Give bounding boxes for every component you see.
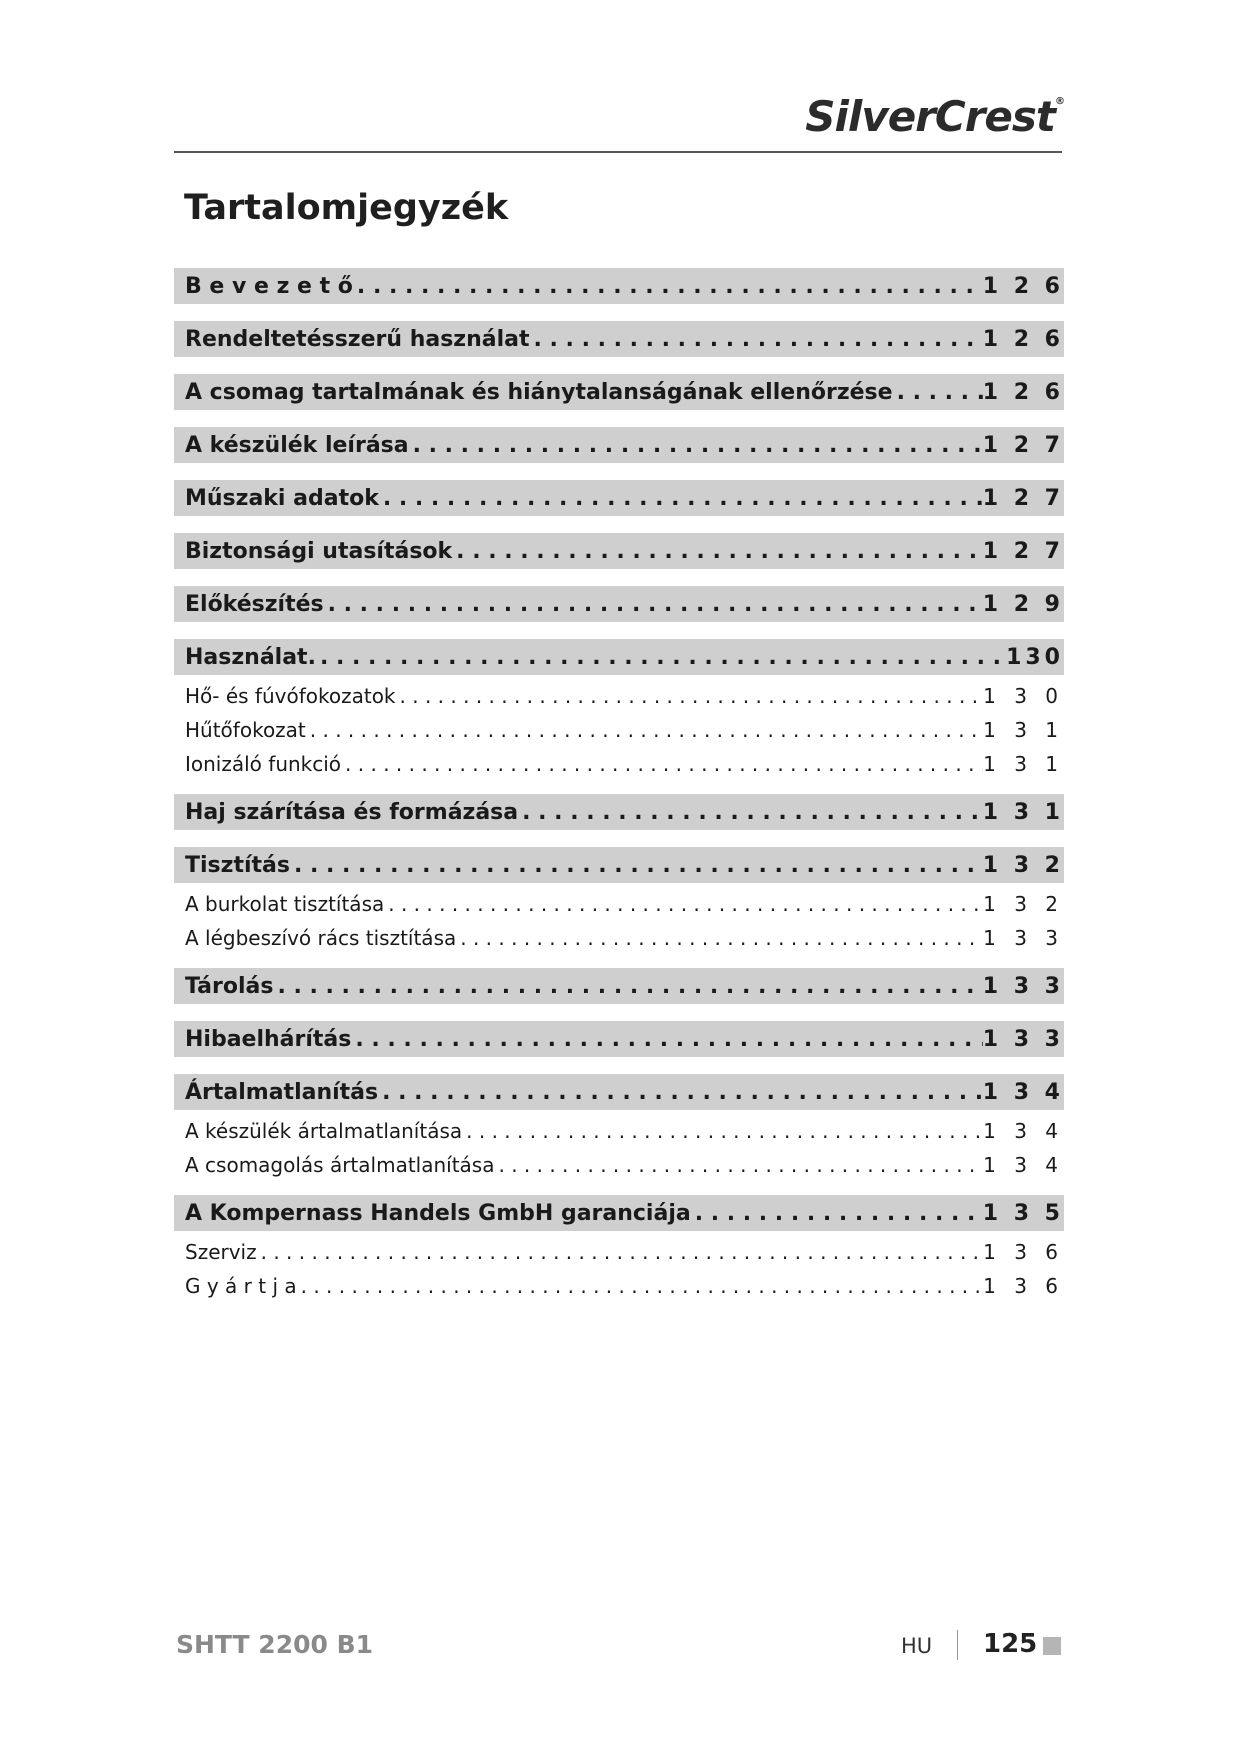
toc-section-label: Haj szárítása és formázása bbox=[185, 799, 519, 825]
toc-subsection[interactable] bbox=[174, 679, 1114, 713]
toc-entry-line bbox=[174, 926, 1064, 950]
toc-subsection-label: G y á r t j a bbox=[185, 1274, 297, 1298]
toc-section[interactable] bbox=[174, 639, 1114, 675]
leader-dots bbox=[893, 380, 983, 405]
toc-entry-line bbox=[174, 380, 1064, 405]
toc-section-label: Biztonsági utasítások bbox=[185, 538, 453, 564]
leader-dots bbox=[353, 274, 983, 299]
toc-entry-line bbox=[174, 1119, 1064, 1143]
leader-dots bbox=[518, 800, 983, 825]
toc-section-label: Műszaki adatok bbox=[185, 485, 379, 511]
leader-dots bbox=[530, 327, 983, 352]
toc-section[interactable] bbox=[174, 321, 1114, 357]
toc-entry-line bbox=[174, 1153, 1064, 1177]
toc-section-label: Ártalmatlanítás bbox=[185, 1079, 379, 1105]
toc-subsection[interactable] bbox=[174, 713, 1114, 747]
toc-section[interactable] bbox=[174, 533, 1114, 569]
brand-name: SilverCrest bbox=[805, 92, 1055, 141]
toc-entry-line bbox=[174, 974, 1064, 999]
toc-subsection-label: A készülék ártalmatlanítása bbox=[185, 1119, 463, 1143]
toc-entry-line bbox=[174, 892, 1064, 916]
toc-entry-line bbox=[174, 1201, 1064, 1226]
toc-section-page: 1 3 3 bbox=[982, 1026, 1064, 1052]
toc-section-page: 1 3 5 bbox=[982, 1200, 1064, 1226]
toc-entry-line bbox=[174, 539, 1064, 564]
leader-dots bbox=[341, 752, 983, 776]
toc-section[interactable] bbox=[174, 374, 1114, 410]
toc-section-page: 1 3 4 bbox=[982, 1079, 1064, 1105]
toc-subsection-page: 1 3 2 bbox=[983, 892, 1064, 916]
toc-subsection-page: 1 3 4 bbox=[983, 1119, 1064, 1143]
leader-dots bbox=[396, 684, 984, 708]
table-of-contents bbox=[174, 268, 1114, 1316]
footer-language: HU bbox=[901, 1634, 933, 1658]
toc-subsection[interactable] bbox=[174, 1235, 1114, 1269]
toc-section[interactable] bbox=[174, 480, 1114, 516]
toc-section-page: 1 3 1 bbox=[982, 799, 1064, 825]
toc-section-page: 130 bbox=[1006, 644, 1064, 670]
toc-section-page: 1 2 6 bbox=[982, 273, 1064, 299]
toc-subsection[interactable] bbox=[174, 1269, 1114, 1303]
toc-subsection-page: 1 3 3 bbox=[983, 926, 1064, 950]
leader-dots bbox=[297, 1274, 983, 1298]
toc-subsection-label: Ionizáló funkció bbox=[185, 752, 342, 776]
leader-dots bbox=[324, 592, 983, 617]
toc-section[interactable] bbox=[174, 268, 1114, 304]
toc-section-page: 1 3 3 bbox=[982, 973, 1064, 999]
toc-entry-line bbox=[174, 800, 1064, 825]
toc-subsection-label: A légbeszívó rács tisztítása bbox=[185, 926, 457, 950]
toc-subsection-label: A burkolat tisztítása bbox=[185, 892, 385, 916]
toc-section[interactable] bbox=[174, 794, 1114, 830]
toc-entry-line bbox=[174, 1027, 1064, 1052]
header-rule bbox=[174, 151, 1062, 153]
toc-subsections bbox=[174, 679, 1114, 781]
toc-entry-line bbox=[174, 486, 1064, 511]
toc-entry-line bbox=[174, 853, 1064, 878]
toc-section[interactable] bbox=[174, 968, 1114, 1004]
toc-section-page: 1 3 2 bbox=[982, 852, 1064, 878]
toc-section[interactable] bbox=[174, 847, 1114, 883]
toc-subsection[interactable] bbox=[174, 1148, 1114, 1182]
toc-section-page: 1 2 9 bbox=[982, 591, 1064, 617]
leader-dots bbox=[257, 1240, 983, 1264]
toc-entry-line bbox=[174, 433, 1064, 458]
leader-dots bbox=[306, 718, 983, 742]
leader-dots bbox=[273, 974, 982, 999]
toc-subsection-page: 1 3 6 bbox=[983, 1240, 1064, 1264]
toc-section-page: 1 2 6 bbox=[982, 326, 1064, 352]
toc-subsection[interactable] bbox=[174, 747, 1114, 781]
toc-section[interactable] bbox=[174, 1021, 1114, 1057]
leader-dots bbox=[379, 486, 983, 511]
toc-section-label: B e v e z e t ő bbox=[185, 273, 353, 299]
toc-subsection-label: A csomagolás ártalmatlanítása bbox=[185, 1153, 495, 1177]
toc-subsection-page: 1 3 6 bbox=[983, 1274, 1064, 1298]
leader-dots bbox=[494, 1153, 983, 1177]
toc-entry-line bbox=[174, 1274, 1064, 1298]
toc-subsections bbox=[174, 1235, 1114, 1303]
toc-subsection-page: 1 3 4 bbox=[983, 1153, 1064, 1177]
leader-dots bbox=[462, 1119, 983, 1143]
leader-dots bbox=[351, 1027, 982, 1052]
toc-subsection-page: 1 3 1 bbox=[983, 718, 1064, 742]
toc-subsection-page: 1 3 0 bbox=[983, 684, 1064, 708]
brand-logo bbox=[805, 92, 1064, 141]
toc-section[interactable] bbox=[174, 427, 1114, 463]
registered-mark: ® bbox=[1055, 96, 1064, 107]
leader-dots bbox=[290, 853, 983, 878]
toc-section-label: A készülék leírása bbox=[185, 432, 409, 458]
toc-section-label: A Kompernass Handels GmbH garanciája bbox=[185, 1200, 691, 1226]
leader-dots bbox=[452, 539, 983, 564]
footer-divider bbox=[957, 1630, 958, 1660]
leader-dots bbox=[378, 1080, 983, 1105]
toc-section-label: Tisztítás bbox=[185, 852, 290, 878]
toc-section-label: A csomag tartalmának és hiánytalanságának ellenőrzése bbox=[185, 379, 893, 405]
toc-subsection-label: Hő- és fúvófokozatok bbox=[185, 684, 396, 708]
toc-subsection[interactable] bbox=[174, 887, 1114, 921]
toc-entry-line bbox=[174, 327, 1064, 352]
toc-subsections bbox=[174, 1114, 1114, 1182]
toc-section[interactable] bbox=[174, 1195, 1114, 1231]
toc-section[interactable] bbox=[174, 586, 1114, 622]
toc-subsection-label: Szerviz bbox=[185, 1240, 257, 1264]
toc-section-page: 1 2 7 bbox=[982, 485, 1064, 511]
footer-page-number: 125 bbox=[983, 1629, 1038, 1659]
toc-entry-line bbox=[174, 1240, 1064, 1264]
leader-dots bbox=[316, 645, 1006, 670]
toc-section-page: 1 2 7 bbox=[982, 538, 1064, 564]
toc-subsection[interactable] bbox=[174, 921, 1114, 955]
toc-section[interactable] bbox=[174, 1074, 1114, 1110]
toc-section-page: 1 2 7 bbox=[982, 432, 1064, 458]
toc-subsection-page: 1 3 1 bbox=[983, 752, 1064, 776]
leader-dots bbox=[456, 926, 983, 950]
footer-square-icon bbox=[1043, 1637, 1061, 1655]
toc-entry-line bbox=[174, 1080, 1064, 1105]
toc-section-label: Használat. bbox=[185, 644, 316, 670]
toc-entry-line bbox=[174, 718, 1064, 742]
toc-entry-line bbox=[174, 274, 1064, 299]
toc-subsection[interactable] bbox=[174, 1114, 1114, 1148]
leader-dots bbox=[384, 892, 983, 916]
toc-entry-line bbox=[174, 752, 1064, 776]
toc-subsections bbox=[174, 887, 1114, 955]
toc-entry-line bbox=[174, 684, 1064, 708]
toc-section-label: Tárolás bbox=[185, 973, 274, 999]
toc-entry-line bbox=[174, 645, 1064, 670]
toc-subsection-label: Hűtőfokozat bbox=[185, 718, 306, 742]
toc-section-label: Rendeltetésszerű használat bbox=[185, 326, 530, 352]
leader-dots bbox=[691, 1201, 983, 1226]
footer-model: SHTT 2200 B1 bbox=[176, 1630, 374, 1659]
page-title: Tartalomjegyzék bbox=[184, 188, 509, 228]
leader-dots bbox=[409, 433, 983, 458]
toc-section-page: 1 2 6 bbox=[982, 379, 1064, 405]
toc-section-label: Hibaelhárítás bbox=[185, 1026, 352, 1052]
toc-entry-line bbox=[174, 592, 1064, 617]
toc-section-label: Előkészítés bbox=[185, 591, 324, 617]
